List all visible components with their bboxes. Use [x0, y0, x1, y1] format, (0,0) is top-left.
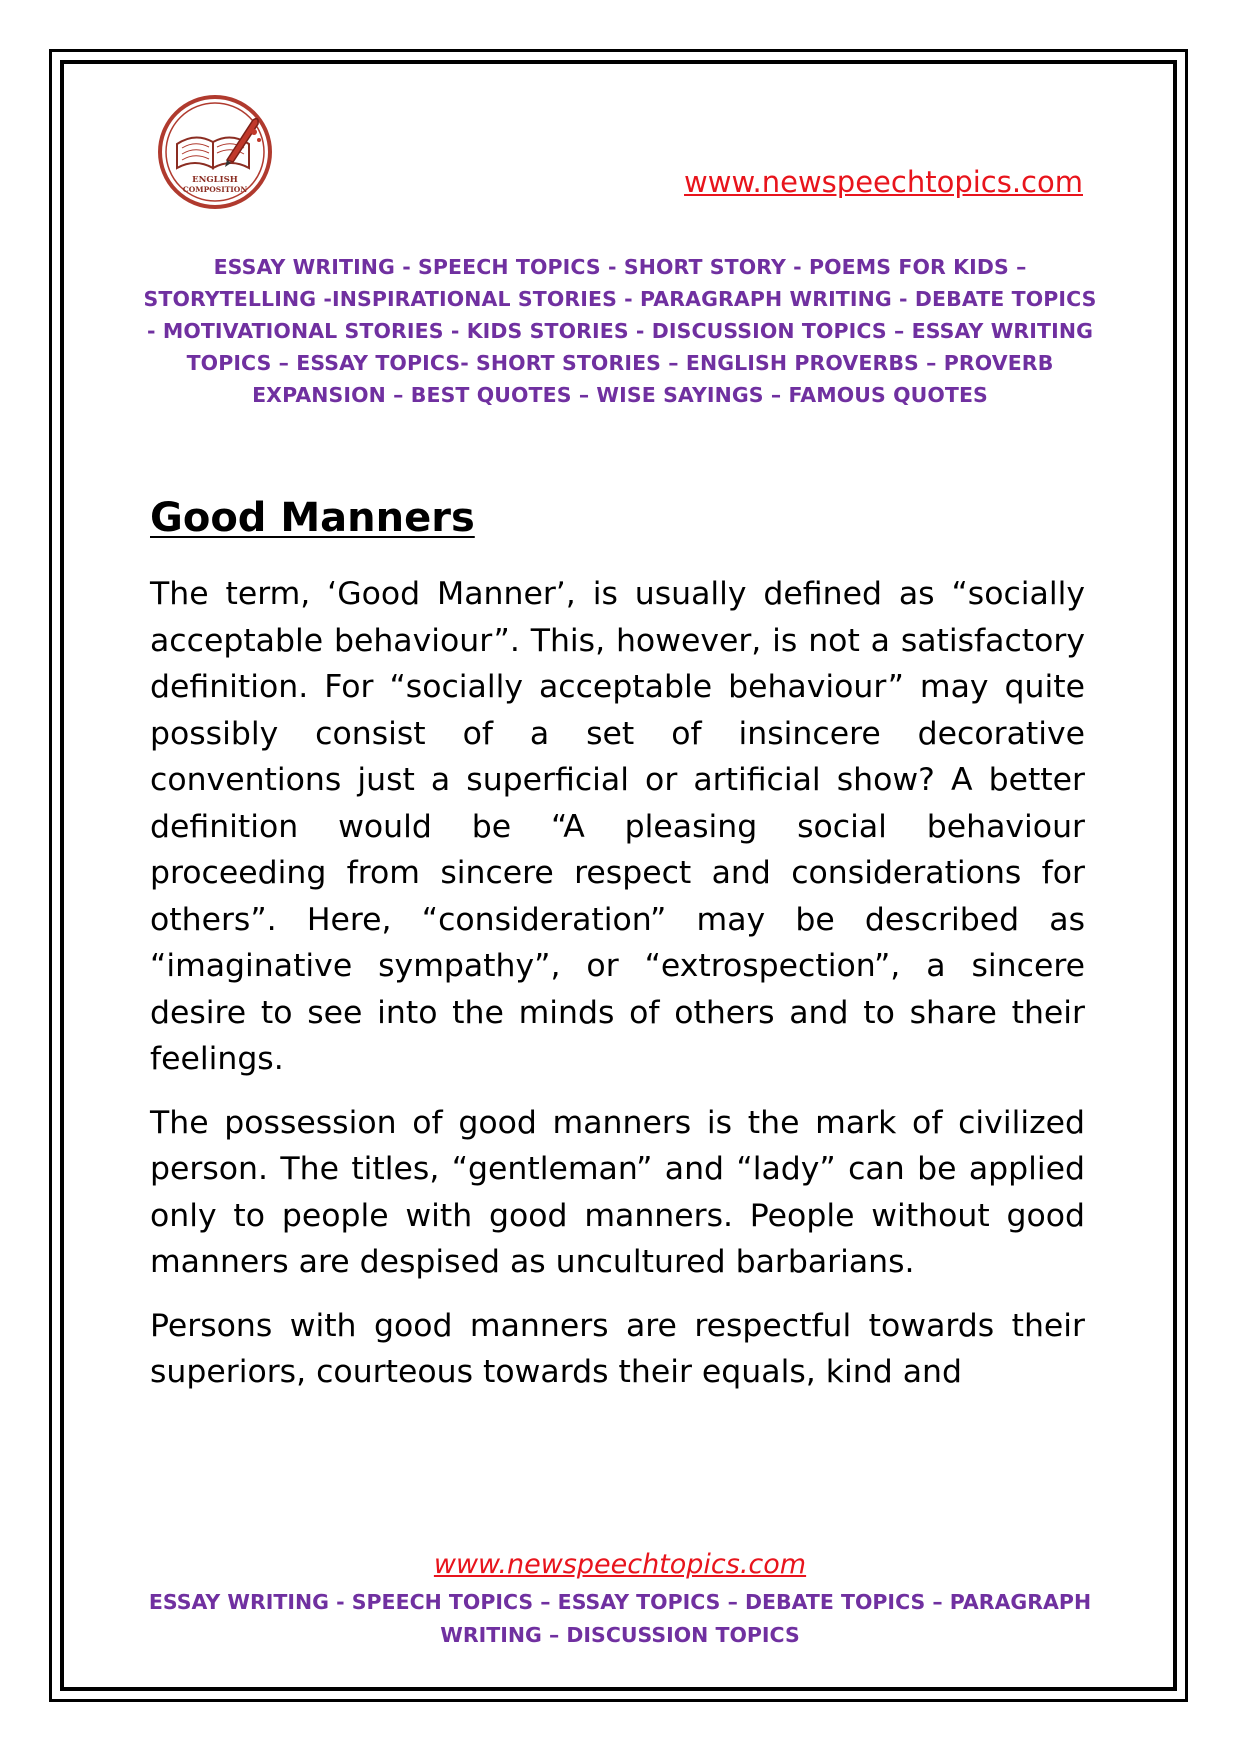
article-paragraph: Persons with good manners are respectful towards their superiors, courteous towards their equals, kind and [150, 1307, 1085, 1390]
footer-site-link[interactable]: www.newspeechtopics.com [433, 1549, 807, 1580]
footer-topics-list: ESSAY WRITING - SPEECH TOPICS – ESSAY TOPICS – DEBATE TOPICS – PARAGRAPH WRITING – DISCUSSION TOPICS [148, 1590, 1092, 1647]
logo-text-line2: COMPOSITION [182, 185, 248, 194]
logo-text-line1: ENGLISH [192, 175, 238, 185]
header-site-link[interactable]: www.newspeechtopics.com [684, 165, 1083, 199]
article-title: Good Manners [150, 495, 475, 541]
header-topics-list: ESSAY WRITING - SPEECH TOPICS - SHORT STORY - POEMS FOR KIDS – STORYTELLING -INSPIRATIONAL STORIES - PARAGRAPH WRITING - DEBATE TOPICS - MOTIVATIONAL STORIES - KIDS STORIES - DISCUSSION TOPICS – ESSAY WRITING TOPICS – ESSAY TOPICS- SHORT STORIES – ENGLISH PROVERBS – PROVERB EXPANSION – BEST QUOTES – WISE SAYINGS – FAMOUS QUOTES [143, 255, 1097, 407]
page-footer [140, 1548, 1100, 1652]
article-paragraph: The possession of good manners is the mark of civilized person. The titles, “gentleman” and “lady” can be applied only to people with good manners. People without good manners are despised as uncultured barbarians. [150, 1104, 1085, 1280]
article-paragraph: The term, ‘Good Manner’, is usually defined as “socially acceptable behaviour”. This, however, is not a satisfactory definition. For “socially acceptable behaviour” may quite possibly consist of a set of insincere decorative conventions just a superficial or artificial show? A better definition would be “A pleasing social behaviour proceeding from sincere respect and considerations for others”. Here, “consideration” may be described as “imaginative sympathy”, or “extrospection”, a sincere desire to see into the minds of others and to share their feelings. [150, 576, 1085, 1077]
article-body [150, 571, 1085, 1413]
book-quill-icon [155, 92, 275, 212]
english-composition-logo [155, 92, 275, 212]
